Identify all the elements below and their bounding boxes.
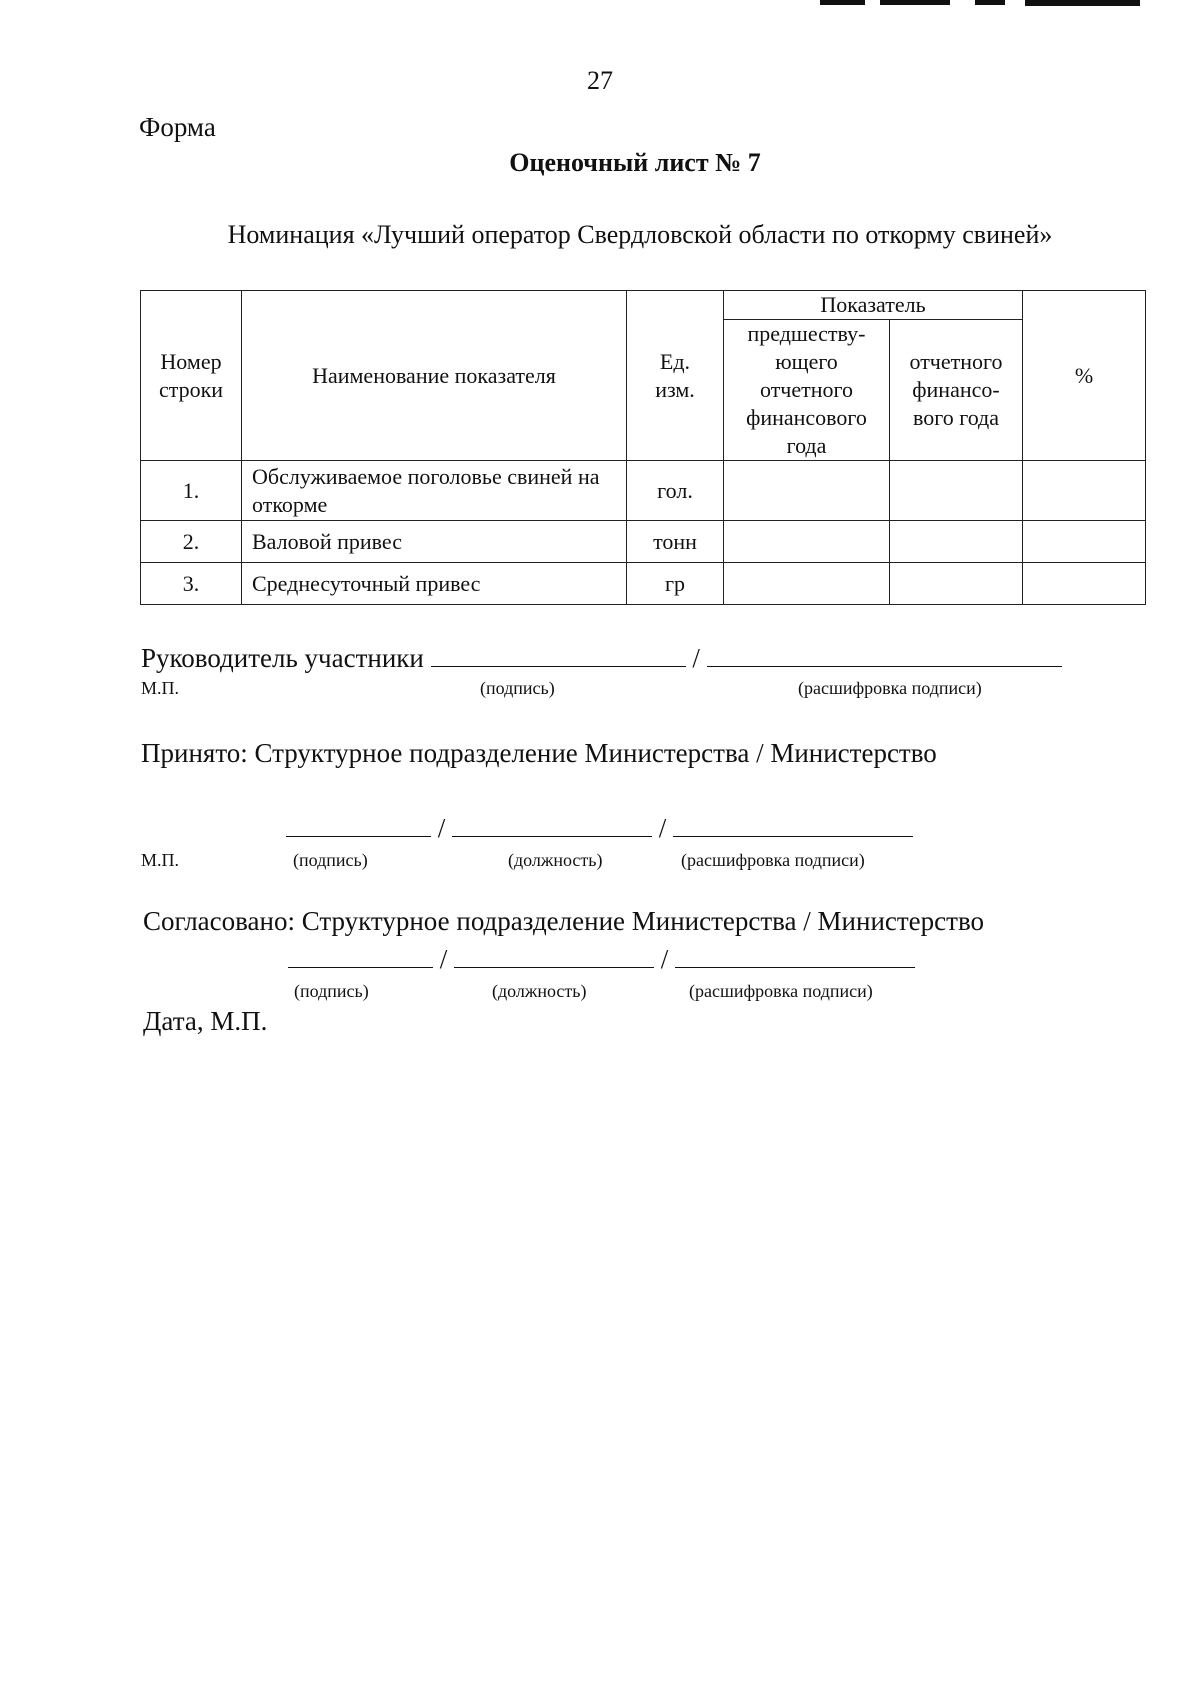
scan-mark [975,0,1005,5]
position-caption: (должность) [508,850,603,870]
slash: / [658,813,667,843]
header-indicator-name: Наименование показателя [242,291,627,461]
page-number: 27 [587,66,613,95]
head-label: Руководитель участники [141,643,424,673]
reporting-year-cell[interactable] [890,461,1023,521]
evaluation-table [140,290,1146,605]
signature-field[interactable] [288,943,433,968]
previous-year-cell[interactable] [724,563,890,605]
row-number-cell: 3. [141,563,242,605]
date-label: Дата, М.П. [143,1006,268,1036]
header-reporting-year: отчетного финансо-вого года [890,320,1023,461]
percent-cell[interactable] [1023,563,1146,605]
position-field[interactable] [454,943,654,968]
accepted-signature-line [286,812,913,844]
table-row [141,521,1146,563]
slash: / [437,813,446,843]
scan-mark [820,0,865,5]
row-number-cell: 1. [141,461,242,521]
unit-cell: гол. [627,461,724,521]
header-percent: % [1023,291,1146,461]
signature-field[interactable] [431,642,686,667]
agreed-signature-line [288,943,915,975]
table-row [141,563,1146,605]
signature-caption: (подпись) [480,678,555,698]
percent-cell[interactable] [1023,461,1146,521]
position-field[interactable] [452,812,652,837]
reporting-year-cell[interactable] [890,521,1023,563]
signature-caption: (подпись) [294,981,369,1001]
decoding-caption: (расшифровка подписи) [681,850,865,870]
document-title: Оценочный лист № 7 [509,148,761,177]
decoding-caption: (расшифровка подписи) [689,981,873,1001]
previous-year-cell[interactable] [724,521,890,563]
header-unit: Ед. изм. [627,291,724,461]
decoding-field[interactable] [675,943,915,968]
indicator-name-cell: Обслуживаемое поголовье свиней на откорме [242,461,627,521]
header-row-number: Номер строки [141,291,242,461]
decoding-caption: (расшифровка подписи) [798,678,982,698]
row-number-cell: 2. [141,521,242,563]
scan-mark [880,0,950,5]
stamp-label: М.П. [141,678,180,698]
header-indicator-group: Показатель [724,291,1023,320]
agreed-label: Согласовано: Структурное подразделение Министерства / Министерство [143,906,985,936]
unit-cell: тонн [627,521,724,563]
unit-cell: гр [627,563,724,605]
table-row [141,461,1146,521]
head-signature-line [141,642,1062,674]
signature-field[interactable] [286,812,431,837]
percent-cell[interactable] [1023,521,1146,563]
slash: / [439,944,448,974]
indicator-name-cell: Среднесуточный привес [242,563,627,605]
accepted-label: Принято: Структурное подразделение Министерства / Министерство [141,738,937,768]
stamp-label: М.П. [141,850,180,870]
scan-mark [1025,0,1140,6]
signature-caption: (подпись) [293,850,368,870]
reporting-year-cell[interactable] [890,563,1023,605]
indicator-name-cell: Валовой привес [242,521,627,563]
form-label: Форма [139,112,216,142]
slash: / [660,944,669,974]
header-previous-year: предшеству-ющего отчетного финансового года [724,320,890,461]
decoding-field[interactable] [673,812,913,837]
previous-year-cell[interactable] [724,461,890,521]
position-caption: (должность) [492,981,587,1001]
slash: / [692,643,700,673]
nomination: Номинация «Лучший оператор Свердловской области по откорму свиней» [227,220,1053,249]
decoding-field[interactable] [707,642,1062,667]
